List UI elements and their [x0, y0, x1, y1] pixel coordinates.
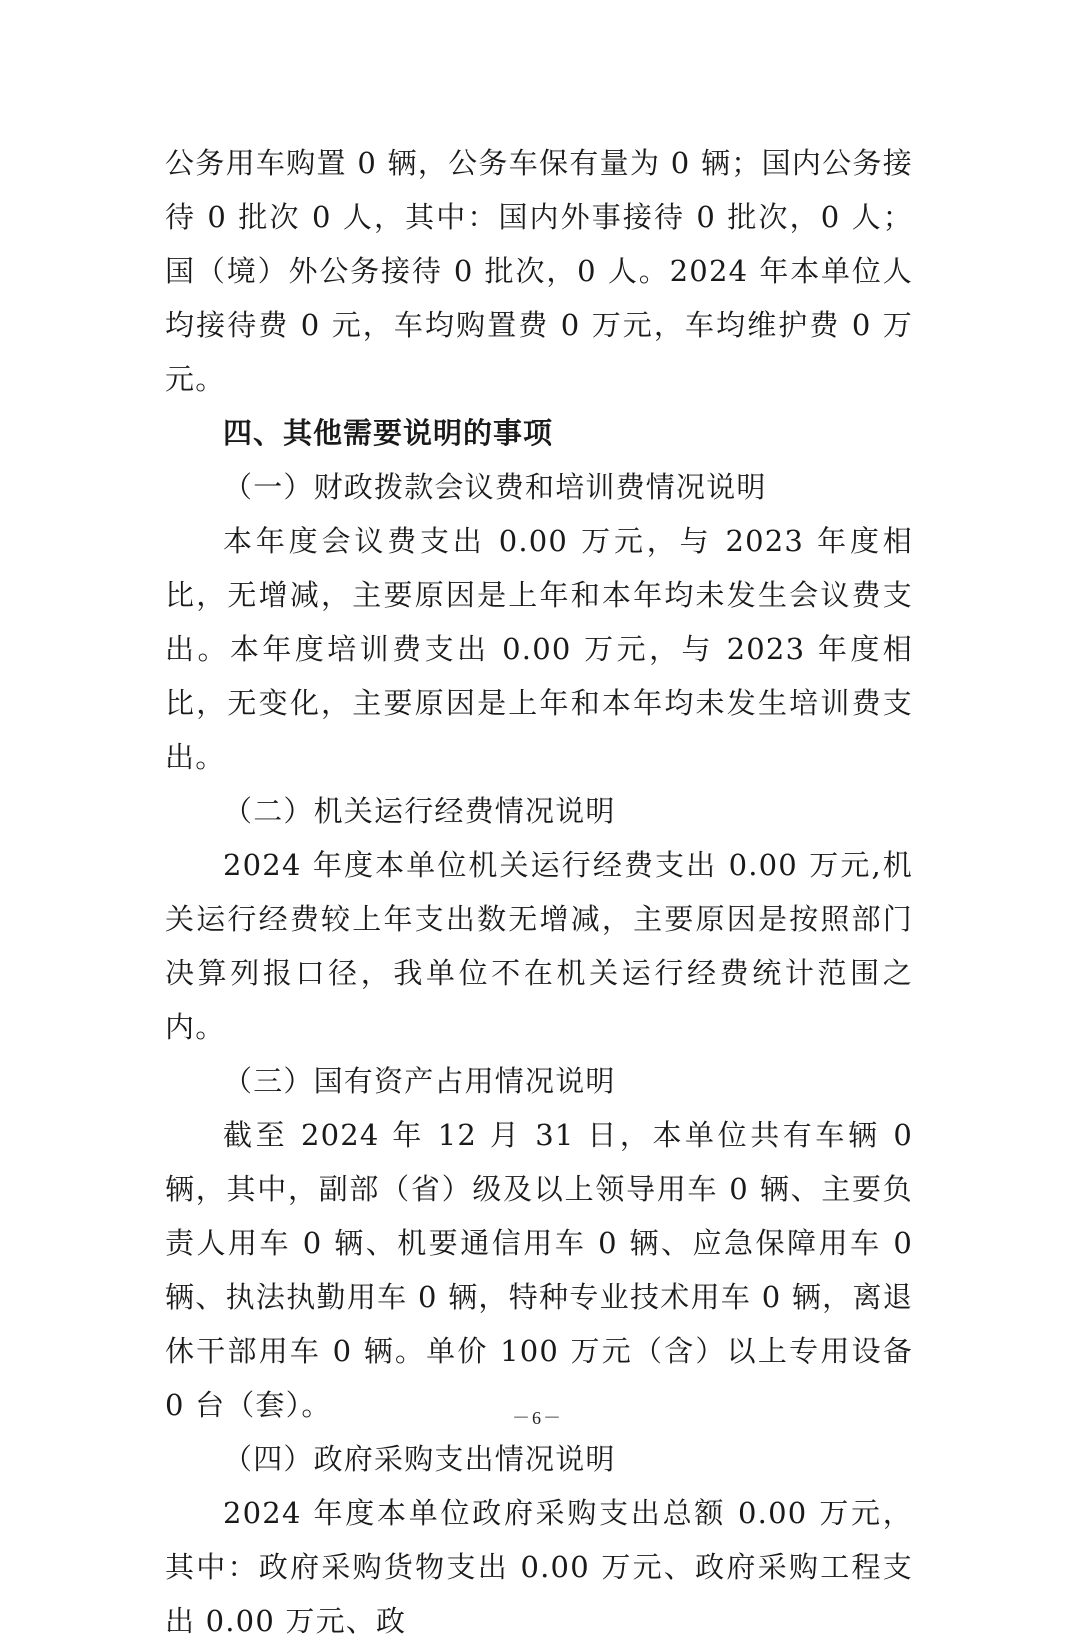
subheading-meeting-training-fees: （一）财政拨款会议费和培训费情况说明 — [223, 470, 767, 504]
paragraph-meeting-training-fees: 本年度会议费支出 0.00 万元，与 2023 年度相比，无增减，主要原因是上年和本年均未发生会议费支出。本年度培训费支出 0.00 万元，与 2023 年度相比，无变化，主要原因是上年和本年均未发生培训费支出。 — [165, 524, 913, 774]
subheading-government-procurement: （四）政府采购支出情况说明 — [223, 1442, 616, 1476]
paragraph-government-procurement: 2024 年度本单位政府采购支出总额 0.00 万元，其中：政府采购货物支出 0.00 万元、政府采购工程支出 0.00 万元、政 — [165, 1496, 913, 1638]
paragraph-state-assets: 截至 2024 年 12 月 31 日，本单位共有车辆 0 辆，其中，副部（省）级及以上领导用车 0 辆、主要负责人用车 0 辆、机要通信用车 0 辆、应急保障用车 0 辆、执法执勤用车 0 辆，特种专业技术用车 0 辆，离退休干部用车 0 辆。单价 100 万元（含）以上专用设备 0 台（套）。 — [165, 1118, 913, 1422]
paragraph-operating-expenses: 2024 年度本单位机关运行经费支出 0.00 万元,机关运行经费较上年支出数无增减，主要原因是按照部门决算列报口径，我单位不在机关运行经费统计范围之内。 — [165, 848, 913, 1044]
paragraph-vehicle-reception-summary: 公务用车购置 0 辆，公务车保有量为 0 辆；国内公务接待 0 批次 0 人，其中：国内外事接待 0 批次，0 人；国（境）外公务接待 0 批次，0 人。2024 年本单位人均接待费 0 元，车均购置费 0 万元，车均维护费 0 万元。 — [165, 146, 913, 396]
subheading-state-assets: （三）国有资产占用情况说明 — [223, 1064, 616, 1098]
page-number: －6－ — [512, 1408, 563, 1428]
section-heading-other-matters: 四、其他需要说明的事项 — [223, 416, 554, 450]
subheading-operating-expenses: （二）机关运行经费情况说明 — [223, 794, 616, 828]
